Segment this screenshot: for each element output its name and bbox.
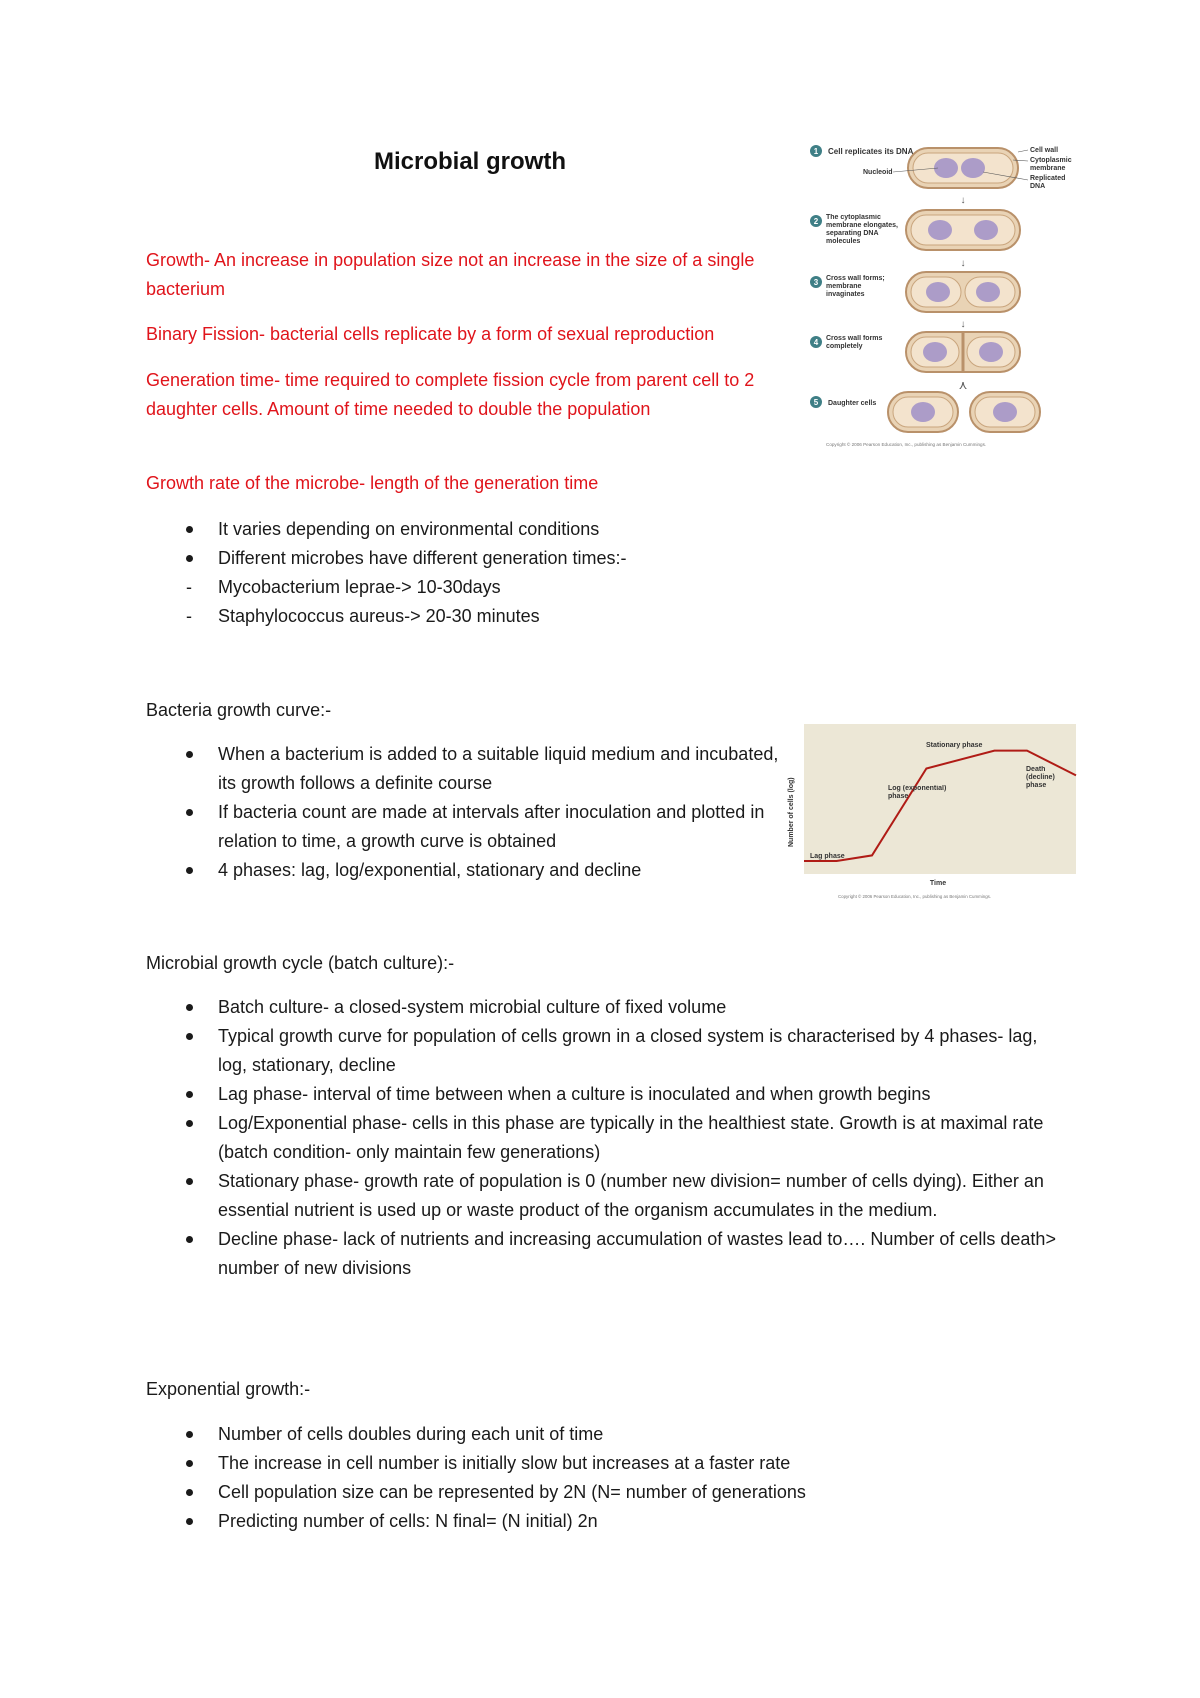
list-item: - Staphylococcus aureus-> 20-30 minutes <box>146 602 806 631</box>
down-arrow-icon: ↓ <box>960 319 966 330</box>
down-arrow-icon: ↓ <box>960 195 966 206</box>
exponential-list <box>146 1420 1066 1536</box>
svg-text:Cell wall: Cell wall <box>1030 147 1059 154</box>
down-arrow-icon: ↓ <box>960 258 966 269</box>
list-item: - Mycobacterium leprae-> 10-30days <box>146 573 806 602</box>
annotation-lag: Lag phase <box>810 853 845 860</box>
svg-text:Daughter cells: Daughter cells <box>828 400 877 407</box>
fission-step-4: 4 Cross wall forms completely <box>810 335 898 359</box>
definition-growth: Growth- An increase in population size not an increase in the size of a single bacterium <box>146 250 755 299</box>
chart-copyright: Copyright © 2006 Pearson Education, Inc., publishing as Benjamin Cummings. <box>838 894 992 899</box>
growth-curve-heading: Bacteria growth curve:- <box>146 700 332 720</box>
growth-curve-list <box>146 740 786 885</box>
fission-step-3: 3 Cross wall forms; membrane invaginates <box>810 275 898 305</box>
list-item: Batch culture- a closed-system microbial culture of fixed volume <box>146 993 1066 1022</box>
svg-text:Nucleoid: Nucleoid <box>863 169 893 176</box>
list-item: 4 phases: lag, log/exponential, stationary and decline <box>146 856 786 885</box>
annotation-stationary: Stationary phase <box>926 742 983 749</box>
svg-text:3: 3 <box>813 278 819 287</box>
list-item: Lag phase- interval of time between when a culture is inoculated and when growth begins <box>146 1080 1066 1109</box>
svg-text:Cytoplasmic: Cytoplasmic <box>1030 157 1072 164</box>
svg-text:membrane: membrane <box>1030 165 1066 172</box>
list-item: Number of cells doubles during each unit of time <box>146 1420 1066 1449</box>
list-item: The increase in cell number is initially slow but increases at a faster rate <box>146 1449 1066 1478</box>
x-axis-label: Time <box>929 880 947 887</box>
definition-growth-rate: Growth rate of the microbe- length of the generation time <box>146 473 599 493</box>
list-item: Stationary phase- growth rate of population is 0 (number new division= number of cells dying). Either an essential nutrient is used up or waste product of the organism accumulates in the medium. <box>146 1167 1066 1225</box>
svg-text:DNA: DNA <box>1030 183 1046 190</box>
annotation-log: Log (exponential) phase <box>888 785 947 800</box>
fission-step-2: 2 The cytoplasmic membrane elongates, separating DNA molecules <box>810 214 906 250</box>
y-axis-label: Number of cells (log) <box>788 777 795 847</box>
svg-text:Replicated: Replicated <box>1030 175 1066 182</box>
list-item: Different microbes have different generation times:- <box>146 544 806 573</box>
svg-text:5: 5 <box>813 398 819 407</box>
growth-cycle-heading: Microbial growth cycle (batch culture):- <box>146 953 455 973</box>
svg-text:Copyright © 2006 Pearson Educa: Copyright © 2006 Pearson Education, Inc., publishing as Benjamin Cummings. <box>826 442 987 447</box>
exponential-heading: Exponential growth:- <box>146 1379 311 1399</box>
definition-generation-time: Generation time- time required to complete fission cycle from parent cell to 2 daughter cells. Amount of time needed to double the population <box>146 370 755 419</box>
list-item: Predicting number of cells: N final= (N initial) 2n <box>146 1507 1066 1536</box>
growth-cycle-list <box>146 993 1066 1283</box>
growth-curve-chart <box>778 722 1080 904</box>
annotation-death: Death (decline) phase <box>1026 766 1055 789</box>
list-item: Log/Exponential phase- cells in this phase are typically in the healthiest state. Growth is at maximal rate (batch condition- only maintain few generations) <box>146 1109 1066 1167</box>
svg-text:4: 4 <box>813 338 819 347</box>
list-item: It varies depending on environmental conditions <box>146 515 806 544</box>
definition-binary-fission: Binary Fission- bacterial cells replicate by a form of sexual reproduction <box>146 324 715 344</box>
split-arrow-icon: ⋏ <box>958 378 968 392</box>
list-item: Cell population size can be represented by 2N (N= number of generations <box>146 1478 1066 1507</box>
page-title: Microbial growth <box>374 148 566 175</box>
list-item: If bacteria count are made at intervals after inoculation and plotted in relation to time, a growth curve is obtained <box>146 798 786 856</box>
svg-text:Cell replicates its DNA: Cell replicates its DNA <box>828 147 914 156</box>
generation-dash-list <box>146 573 806 631</box>
list-item: When a bacterium is added to a suitable liquid medium and incubated, its growth follows a definite course <box>146 740 786 798</box>
svg-text:1: 1 <box>813 147 819 156</box>
list-item: Decline phase- lack of nutrients and increasing accumulation of wastes lead to…. Number of cells death> number of new divisions <box>146 1225 1066 1283</box>
generation-bullet-list <box>146 515 806 573</box>
binary-fission-figure <box>808 142 1073 452</box>
svg-text:2: 2 <box>813 217 819 226</box>
list-item: Typical growth curve for population of cells grown in a closed system is characterised by 4 phases- lag, log, stationary, decline <box>146 1022 1066 1080</box>
